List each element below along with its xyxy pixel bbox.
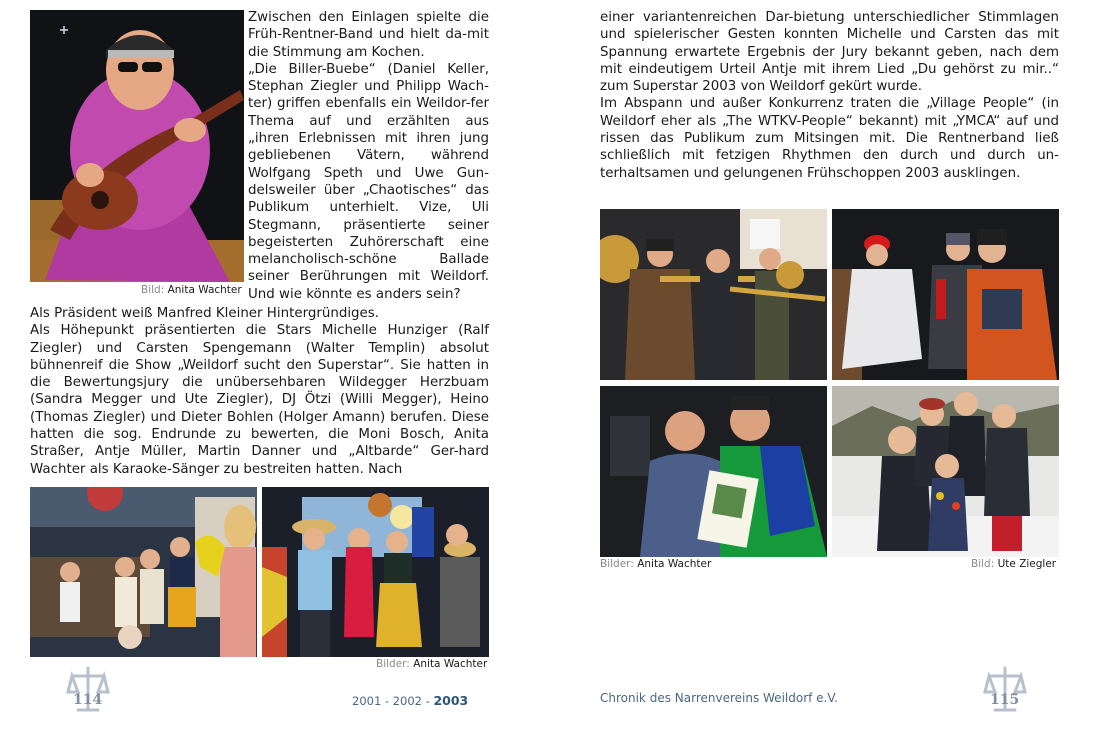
caption-photographer: Ute Ziegler [997,558,1057,570]
scales-logo-icon [983,664,1027,716]
footer-years [352,693,468,708]
paragraph: Zwischen den Einlagen spielte die Früh-Rentner-Band und hielt da-mit die Stimmung am Kochen. [248,10,489,60]
paragraph: Als Präsident weiß Manfred Kleiner Hintergründiges. [30,306,380,321]
photo-caption-right [971,558,1056,571]
photo-caption-guitar [141,284,242,297]
guitar-player-photo [30,10,244,282]
footer-year-current: 2003 [433,693,469,708]
caption-label: Bild: [141,284,165,296]
caption-label: Bilder: [376,658,410,670]
page-number-right: 115 [990,692,1020,708]
caption-photographer: Anita Wachter [167,284,242,296]
paragraph: Im Abspann und außer Konkurrenz traten die „Village People“ (in Weildorf eher als „The WTKV-People“ bekannt) mit „YMCA“ auf und rissen das Publikum zum Mitsingen mit. Die Rentnerband ließ schließlich mit fetzigen Rhythmen den durch und durch un-terhaltsamen und gelungenen Frühschoppen 2003 ausklingen. [600,96,1059,181]
paragraph: Als Höhepunkt präsentierten die Stars Michelle Hunziger (Ralf Ziegler) und Carsten Spengemann (Walter Templin) absolut bühnenreif die Show „Weildorf sucht den Superstar“. Sie hatten in die Bewertungsjury die unübersehbaren Wildegger Herzbuam (Sandra Megger und Ute Ziegler), DJ Ötzi (Willi Megger), Heino (Thomas Ziegler) und Dieter Bohlen (Holger Amann) berufen. Diese hatten die sog. Endrunde zu bewerten, die Moni Bosch, Anita Straßer, Antje Müller, Martin Danner und „Altbarde“ Ger-hard Wachter als Karaoke-Sänger zu bestreiten hatten. Nach [30,323,489,477]
award-certificate-photo [600,386,827,557]
caption-label: Bild: [971,558,995,570]
photo-caption-left [600,558,711,571]
stage-audience-photo [30,487,257,657]
children-costumes-photo [832,386,1059,557]
paragraph: einer variantenreichen Dar-bietung unterschiedlicher Stimmlagen und spielerischer Gesten konnten Michelle und Carsten das mit Spannung erwartete Ergebnis der Jury bekannt geben, nach dem mit eindeutigem Urteil Antje mit ihrem Lied „Du gehörst zu mir..“ zum Superstar 2003 von Weildorf gekürt wurde. [600,10,1059,95]
brass-band-photo [600,209,827,380]
scales-logo-icon [66,664,110,716]
left-full-text [30,305,489,478]
caption-label: Bilder: [600,558,634,570]
paragraph: „Die Biller-Buebe“ (Daniel Keller, Stephan Ziegler und Philipp Wach-ter) griffen ebenfalls ein Weildor-fer Thema auf und erzählten aus „ihren Erlebnissen mit ihren jung gebliebenen Vätern, während Wolfgang Speth und Uwe Gun-delsweiler über „Chaotisches“ das Publikum unterhielt. Vize, Uli Stegmann, präsentierte seiner begeisterten Zuhörerschaft eine melancholisch-schöne Ballade seiner Berührungen mit Weildorf. Und wie könnte es anders sein? [248,61,489,302]
stage-singers-photo [262,487,489,657]
jury-photo [832,209,1059,380]
caption-photographer: Anita Wachter [637,558,712,570]
page-number-left: 114 [73,692,103,708]
left-column-text [248,9,489,303]
footer-chronicle-title: Chronik des Narrenvereins Weildorf e.V. [600,691,838,705]
photo-caption-bottom [376,658,487,671]
footer-years-prefix: 2001 - 2002 - [352,694,430,708]
caption-photographer: Anita Wachter [413,658,488,670]
right-page-text [600,9,1059,182]
